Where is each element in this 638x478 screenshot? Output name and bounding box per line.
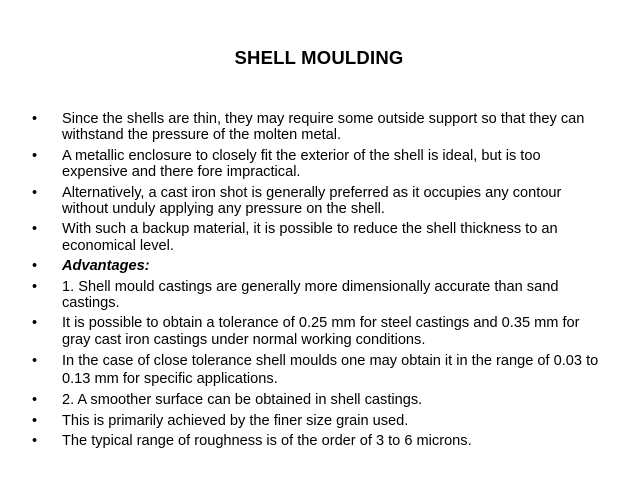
bullet-item: [30, 279, 600, 312]
bullet-icon: •: [32, 315, 38, 332]
bullet-icon: •: [32, 147, 38, 164]
bullet-item-advantages: [30, 258, 600, 274]
bullet-icon: •: [32, 392, 38, 409]
bullet-item: [30, 433, 600, 449]
bullet-item: [30, 221, 600, 254]
bullet-icon: •: [32, 221, 38, 238]
bullet-icon: •: [32, 353, 38, 370]
bullet-text: A metallic enclosure to closely fit the exterior of the shell is ideal, but is too expensive and there fore impractical.: [62, 147, 541, 181]
bullet-item: [30, 315, 600, 348]
bullet-text: With such a backup material, it is possible to reduce the shell thickness to an economical level.: [62, 221, 558, 254]
bullet-text: Alternatively, a cast iron shot is generally preferred as it occupies any contour without unduly applying any pressure on the shell.: [62, 184, 562, 218]
bullet-text: In the case of close tolerance shell moulds one may obtain it in the range of 0.03 to 0.13 mm for specific applications.: [62, 353, 599, 388]
advantages-heading: Advantages:: [62, 258, 150, 275]
bullet-icon: •: [32, 278, 38, 295]
bullet-text: 2. A smoother surface can be obtained in shell castings.: [62, 392, 423, 409]
bullet-icon: •: [32, 258, 38, 275]
bullet-icon: •: [32, 433, 38, 450]
bullet-icon: •: [32, 412, 38, 429]
bullet-list: [30, 111, 600, 454]
bullet-text: Since the shells are thin, they may require some outside support so that they can withstand the pressure of the molten metal.: [62, 111, 585, 144]
bullet-text: 1. Shell mould castings are generally more dimensionally accurate than sand castings.: [62, 278, 559, 312]
bullet-icon: •: [32, 184, 38, 201]
bullet-text: The typical range of roughness is of the order of 3 to 6 microns.: [62, 433, 472, 450]
bullet-item: [30, 148, 600, 181]
bullet-item: [30, 392, 600, 408]
bullet-icon: •: [32, 111, 38, 127]
slide-title: SHELL MOULDING: [234, 47, 404, 68]
bullet-item: [30, 111, 600, 144]
bullet-text: It is possible to obtain a tolerance of 0.25 mm for steel castings and 0.35 mm for gray cast iron castings under normal working conditions.: [62, 315, 580, 348]
bullet-item: [30, 185, 600, 218]
bullet-item: [30, 413, 600, 429]
bullet-item: [30, 352, 600, 388]
bullet-text: This is primarily achieved by the finer size grain used.: [62, 412, 409, 429]
